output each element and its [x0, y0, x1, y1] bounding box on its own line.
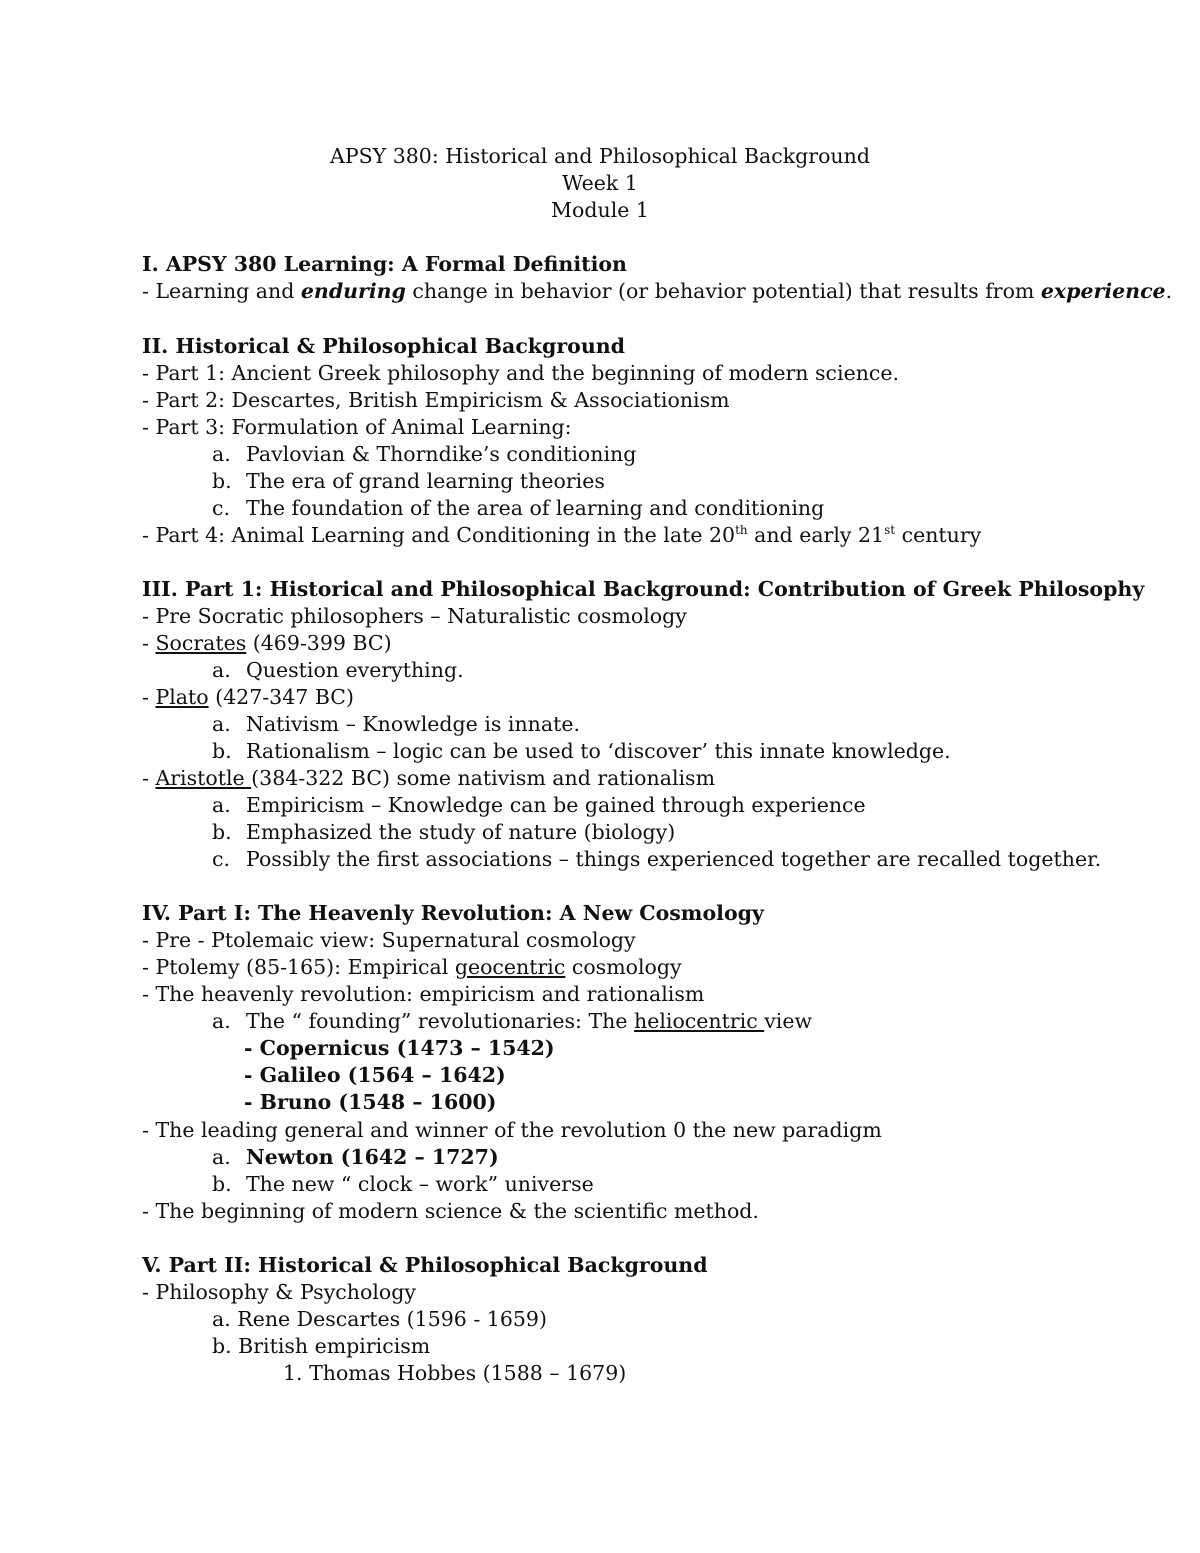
section-1-heading: I. APSY 380 Learning: A Formal Definition: [142, 252, 627, 276]
philosophy-psychology-line: - Philosophy & Psychology: [142, 1280, 416, 1304]
ptolemy-text-a: - Ptolemy (85-165): Empirical: [142, 955, 455, 979]
part-1-line: - Part 1: Ancient Greek philosophy and the beginning of modern science.: [142, 361, 900, 385]
hobbes-item: 1. Thomas Hobbes (1588 – 1679): [283, 1361, 627, 1385]
item-letter: a.: [212, 793, 231, 817]
doc-module: Module 1: [551, 198, 649, 222]
part-4-line: [142, 522, 981, 549]
part-3-item-b: [212, 468, 605, 495]
item-text: The new “ clock – work” universe: [246, 1172, 594, 1196]
part-4-text-a: - Part 4: Animal Learning and Conditioning in the late 20: [142, 523, 736, 547]
copernicus-line: [244, 1035, 555, 1062]
item-letter: b.: [212, 469, 232, 493]
definition-enduring: enduring: [300, 279, 406, 303]
item-text: The era of grand learning theories: [246, 469, 605, 493]
leading-general-line: - The leading general and winner of the revolution 0 the new paradigm: [142, 1118, 882, 1142]
ptolemy-line: [142, 954, 682, 981]
item-letter: a.: [212, 442, 231, 466]
galileo-line: [244, 1062, 506, 1089]
part-4-sup-th: th: [735, 523, 748, 538]
item-letter: b.: [212, 739, 232, 763]
section-2-heading: II. Historical & Philosophical Background: [142, 334, 625, 358]
item-text: Nativism – Knowledge is innate.: [246, 712, 580, 736]
definition-text-e: .: [1165, 279, 1173, 303]
definition-experience: experience: [1040, 279, 1166, 303]
part-3-line: - Part 3: Formulation of Animal Learning:: [142, 415, 572, 439]
part-4-text-b: and early 21: [747, 523, 885, 547]
aristotle-item-b: [212, 819, 675, 846]
pre-ptolemaic-line: - Pre - Ptolemaic view: Supernatural cosmology: [142, 928, 636, 952]
item-letter: c.: [212, 847, 230, 871]
plato-name: Plato: [155, 685, 209, 709]
plato-item-a: [212, 711, 580, 738]
heliocentric-word: heliocentric: [634, 1009, 765, 1033]
plato-item-b: [212, 738, 951, 765]
item-text: Question everything.: [246, 658, 464, 682]
definition-line: [142, 278, 1172, 305]
heavenly-revolution-line: - The heavenly revolution: empiricism and rationalism: [142, 982, 705, 1006]
item-letter: a.: [212, 1009, 231, 1033]
section-5-heading: V. Part II: Historical & Philosophical Background: [142, 1253, 708, 1277]
definition-text-a: - Learning and: [142, 279, 301, 303]
pre-socratic-line: - Pre Socratic philosophers – Naturalistic cosmology: [142, 604, 687, 628]
modern-science-line: - The beginning of modern science & the scientific method.: [142, 1199, 759, 1223]
clockwork-item: [212, 1171, 594, 1198]
bruno-line: [244, 1089, 496, 1116]
item-text: Pavlovian & Thorndike’s conditioning: [246, 442, 637, 466]
plato-dates: (427-347 BC): [208, 685, 354, 709]
dash: -: [142, 766, 156, 790]
part-3-item-a: [212, 441, 636, 468]
item-text: Emphasized the study of nature (biology): [246, 820, 676, 844]
socrates-dates: (469-399 BC): [246, 631, 392, 655]
part-3-item-c: [212, 495, 824, 522]
item-letter: a.: [212, 1145, 231, 1169]
part-2-line: - Part 2: Descartes, British Empiricism & Associationism: [142, 388, 730, 412]
founding-revolutionaries-item: [212, 1008, 812, 1035]
item-letter: a.: [212, 712, 231, 736]
aristotle-dates: (384-322 BC) some nativism and rationalism: [251, 766, 716, 790]
plato-line: [142, 684, 354, 711]
geocentric-word: geocentric: [454, 955, 566, 979]
socrates-line: [142, 630, 392, 657]
descartes-item: a. Rene Descartes (1596 - 1659): [212, 1307, 547, 1331]
item-letter: b.: [212, 820, 232, 844]
newton-item: [212, 1144, 499, 1171]
item-letter: a.: [212, 658, 231, 682]
section-3-heading: III. Part 1: Historical and Philosophical Background: Contribution of Greek Philosophy: [142, 577, 1145, 601]
item-letter: b.: [212, 1172, 232, 1196]
aristotle-item-c: [212, 846, 1101, 873]
newton-name: Newton (1642 – 1727): [246, 1145, 499, 1169]
dash: -: [142, 685, 156, 709]
part-4-sup-st: st: [884, 523, 896, 538]
ptolemy-text-c: cosmology: [565, 955, 682, 979]
british-empiricism-item: b. British empiricism: [212, 1334, 431, 1358]
aristotle-name: Aristotle: [155, 766, 252, 790]
item-text-c: view: [764, 1009, 813, 1033]
doc-title: APSY 380: Historical and Philosophical Background: [330, 144, 870, 168]
copernicus-name: Copernicus (1473 – 1542): [259, 1036, 555, 1060]
dash: -: [244, 1036, 260, 1060]
part-4-text-c: century: [895, 523, 982, 547]
aristotle-line: [142, 765, 715, 792]
item-text: Possibly the first associations – things experienced together are recalled together.: [246, 847, 1102, 871]
dash: -: [244, 1063, 260, 1087]
dash: -: [142, 631, 156, 655]
doc-week: Week 1: [562, 171, 638, 195]
definition-text-c: change in behavior (or behavior potential) that results from: [405, 279, 1041, 303]
socrates-item-a: [212, 657, 464, 684]
galileo-name: Galileo (1564 – 1642): [259, 1063, 506, 1087]
dash: -: [244, 1090, 260, 1114]
item-text: Empiricism – Knowledge can be gained through experience: [246, 793, 866, 817]
item-text: Rationalism – logic can be used to ‘discover’ this innate knowledge.: [246, 739, 951, 763]
item-text: The foundation of the area of learning and conditioning: [246, 496, 825, 520]
item-letter: c.: [212, 496, 230, 520]
socrates-name: Socrates: [155, 631, 247, 655]
bruno-name: Bruno (1548 – 1600): [259, 1090, 497, 1114]
aristotle-item-a: [212, 792, 866, 819]
section-4-heading: IV. Part I: The Heavenly Revolution: A New Cosmology: [142, 901, 764, 925]
item-text-a: The “ founding” revolutionaries: The: [246, 1009, 634, 1033]
